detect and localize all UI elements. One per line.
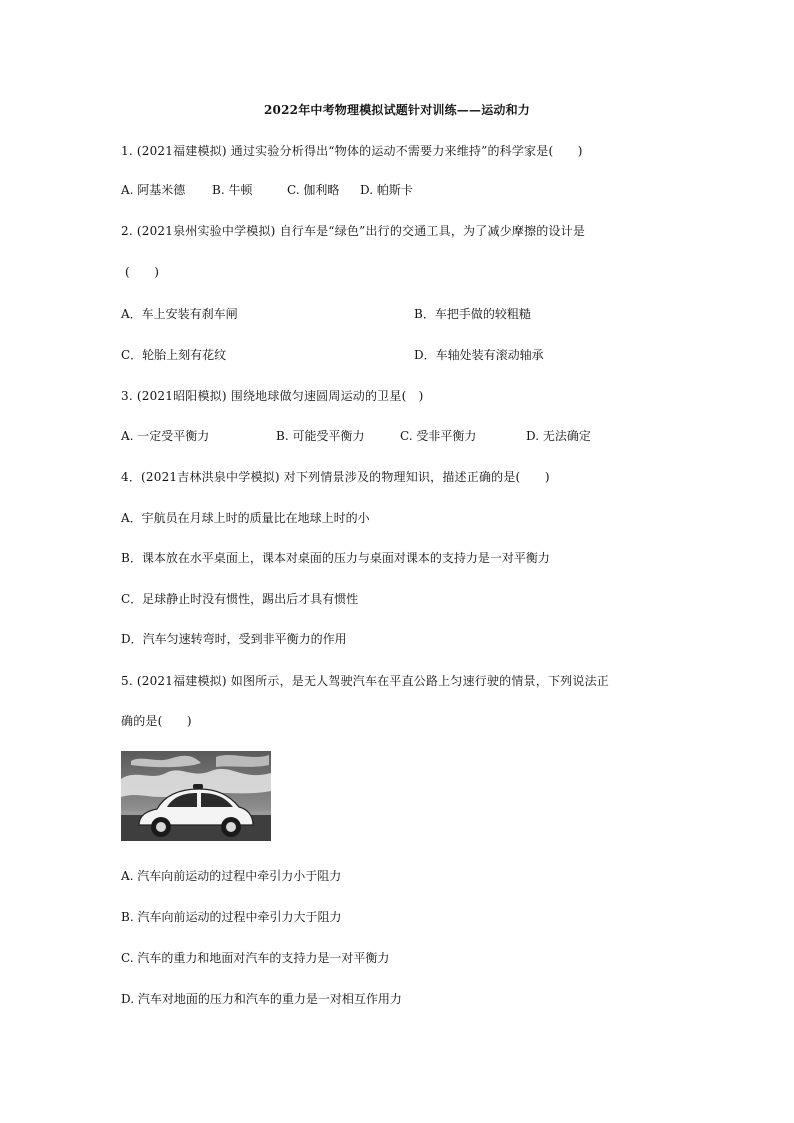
question-5-option-d: D. 汽车对地面的压力和汽车的重力是一对相互作用力: [121, 992, 402, 1006]
car-photo: [121, 751, 271, 841]
question-4-stem: 4．(2021吉林洪泉中学模拟) 对下列情景涉及的物理知识，描述正确的是( ): [121, 470, 550, 484]
page-title: 2022年中考物理模拟试题针对训练——运动和力: [264, 103, 530, 117]
question-4-option-c: C．足球静止时没有惯性，踢出后才具有惯性: [121, 592, 359, 606]
question-1-option-d: D. 帕斯卡: [360, 183, 413, 197]
question-5-option-c: C. 汽车的重力和地面对汽车的支持力是一对平衡力: [121, 951, 390, 965]
question-5-option-b: B. 汽车向前运动的过程中牵引力大于阻力: [121, 910, 342, 924]
question-4-option-b: B．课本放在水平桌面上，课本对桌面的压力与桌面对课本的支持力是一对平衡力: [121, 551, 550, 565]
question-2-option-b: B．车把手做的较粗糙: [414, 307, 531, 321]
question-5-option-a: A. 汽车向前运动的过程中牵引力小于阻力: [121, 869, 342, 883]
question-3-option-d: D. 无法确定: [526, 429, 591, 443]
question-4-option-a: A．宇航员在月球上时的质量比在地球上时的小: [121, 511, 370, 525]
question-3-option-b: B. 可能受平衡力: [276, 429, 365, 443]
question-5-stem-continued: 确的是( ): [121, 714, 192, 728]
question-1-option-b: B. 牛顿: [212, 183, 253, 197]
question-2-option-d: D．车轴处装有滚动轴承: [414, 348, 544, 362]
question-2-stem: 2. (2021泉州实验中学模拟) 自行车是“绿色”出行的交通工具，为了减少摩擦的设计是: [121, 224, 586, 238]
question-2-option-c: C．轮胎上刻有花纹: [121, 348, 227, 362]
question-2-stem-continued: ( ): [125, 265, 160, 279]
question-5-stem: 5. (2021福建模拟) 如图所示，是无人驾驶汽车在平直公路上匀速行驶的情景，下列说法正: [121, 674, 609, 688]
question-3-stem: 3. (2021昭阳模拟) 围绕地球做匀速圆周运动的卫星( ): [121, 389, 424, 403]
question-3-option-a: A. 一定受平衡力: [121, 429, 210, 443]
driverless-car-illustration: [121, 751, 271, 841]
question-1-option-a: A. 阿基米德: [121, 183, 186, 197]
question-4-option-d: D．汽车匀速转弯时，受到非平衡力的作用: [121, 632, 347, 646]
question-2-option-a: A．车上安装有刹车闸: [121, 307, 238, 321]
question-1-option-c: C. 伽利略: [287, 183, 340, 197]
question-3-option-c: C. 受非平衡力: [400, 429, 477, 443]
question-1-stem: 1. (2021福建模拟) 通过实验分析得出“物体的运动不需要力来维持”的科学家是( ): [121, 144, 583, 158]
